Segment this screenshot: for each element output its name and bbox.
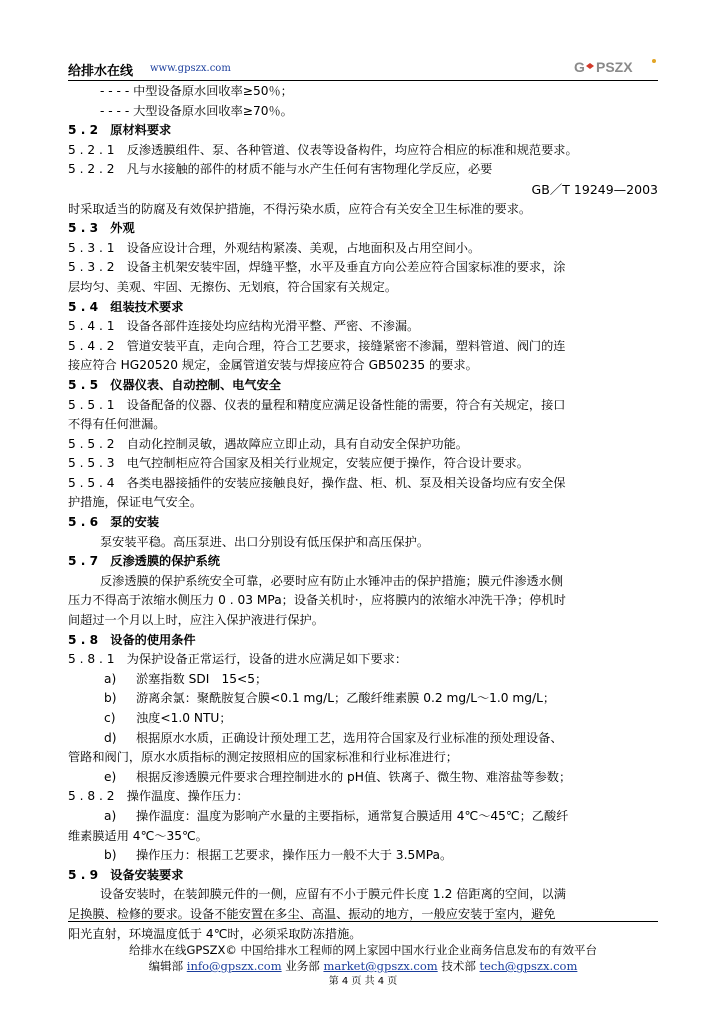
section-heading (68, 219, 658, 239)
section-heading (68, 376, 658, 396)
text-line (68, 239, 658, 259)
line-text: 设备安装时，在装卸膜元件的一侧，应留有不小于膜元件长度 1.2 倍距离的空间，以满 (100, 887, 566, 902)
page-footer (68, 942, 658, 990)
line-text: 5 . 8 . 2 操作温度、操作压力： (68, 789, 249, 804)
list-label: d) (104, 730, 117, 745)
line-text: 层均匀、美观、牢固、无擦伤、无划痕，符合国家有关规定。 (68, 279, 398, 294)
list-label: b) (104, 691, 117, 706)
line-text: 管路和阀门，原水水质指标的测定按照相应的国家标准和行业标准进行； (68, 750, 458, 765)
section-heading (68, 513, 658, 533)
standard-code (68, 180, 658, 200)
text-line (68, 435, 658, 455)
line-text: 5 . 4 . 2 管道安装平直，走向合理，符合工艺要求，接缝紧密不渗漏，塑料管道、阀门的连 (68, 338, 566, 353)
text-line (68, 709, 658, 729)
text-line (68, 572, 658, 592)
line-text: 维素膜适用 4℃～35℃。 (68, 828, 208, 843)
document-body (68, 82, 658, 944)
text-line (68, 885, 658, 905)
text-line (68, 846, 658, 866)
page-number: 第 4 页 共 4 页 (328, 976, 398, 987)
text-line (68, 396, 658, 416)
text-line (68, 807, 658, 827)
text-line (68, 768, 658, 788)
line-text: 泵安装平稳。高压泵进、出口分别设有低压保护和高压保护。 (100, 534, 430, 549)
line-text: 护措施，保证电气安全。 (68, 495, 203, 510)
line-text: 操作压力：根据工艺要求，操作压力一般不大于 3.5MPa。 (136, 848, 453, 863)
line-text: 反渗透膜的保护系统安全可靠，必要时应有防止水锤冲击的保护措施；膜元件渗透水侧 (100, 573, 564, 588)
list-label: c) (104, 711, 116, 725)
text-line (68, 493, 658, 513)
site-url[interactable]: www.gpszx.com (150, 63, 231, 74)
line-text: 压力不得高于浓缩水侧压力 0 . 03 MPa；设备关机时·，应将膜内的浓缩水冲洗干净；停机时 (68, 593, 566, 608)
line-text: 足换膜、检修的要求。设备不能安置在多尘、高温、振动的地方，一般应安装于室内，避免 (68, 906, 556, 921)
tech-label: 技术部 (441, 959, 476, 973)
line-text: 5 . 8 设备的使用条件 (68, 632, 196, 647)
text-line (68, 356, 658, 376)
gpszx-logo-icon (572, 56, 658, 78)
line-text: 接应符合 HG20520 规定，金属管道安装与焊接应符合 GB50235 的要求。 (68, 358, 478, 373)
line-text: 5 . 6 泵的安装 (68, 515, 160, 530)
line-text: GB／T 19249—2003 (531, 181, 658, 197)
text-line (68, 415, 658, 435)
text-line (68, 827, 658, 847)
line-text: 浊度<1.0 NTU； (136, 711, 232, 725)
line-text: 5 . 3 . 2 设备主机架安装牢固，焊缝平整，水平及垂直方向公差应符合国家标准的要求，涂 (68, 260, 566, 275)
header-divider (68, 80, 658, 81)
text-line (68, 650, 658, 670)
text-line (68, 729, 658, 749)
page-header (68, 56, 658, 80)
section-heading (68, 631, 658, 651)
text-line (68, 689, 658, 709)
line-text: 5 . 4 组装技术要求 (68, 299, 184, 314)
list-label: e) (104, 769, 117, 784)
text-line (68, 200, 658, 220)
line-text: 5 . 2 . 1 反渗透膜组件、泵、各种管道、仪表等设备构件，均应符合相应的标准和规范要求。 (68, 142, 578, 157)
line-text: 5 . 3 外观 (68, 221, 135, 236)
line-text: 5 . 9 设备安装要求 (68, 867, 184, 882)
section-heading (68, 121, 658, 141)
list-label: a) (104, 671, 117, 686)
line-text: 5 . 5 . 4 各类电器接插件的安装应接触良好，操作盘、柜、机、泵及相关设备均应有安全保 (68, 475, 566, 490)
text-line (68, 748, 658, 768)
text-line (68, 670, 658, 690)
text-line (68, 317, 658, 337)
line-text: 阳光直射，环境温度低于 4℃时，必须采取防冻措施。 (68, 926, 362, 941)
section-heading (68, 866, 658, 886)
line-text: 根据原水水质，正确设计预处理工艺，选用符合国家及行业标准的预处理设备、 (136, 730, 563, 745)
text-line (68, 591, 658, 611)
line-text: 5 . 4 . 1 设备各部件连接处均应结构光滑平整、严密、不渗漏。 (68, 319, 420, 334)
text-line (68, 258, 658, 278)
text-line (68, 337, 658, 357)
line-text: - - - - 中型设备原水回收率≥50％； (100, 84, 293, 98)
line-text: 5 . 2 原材料要求 (68, 123, 172, 138)
line-text: 间超过一个月以上时，应注入保护液进行保护。 (68, 613, 324, 628)
text-line (68, 82, 658, 102)
business-label: 业务部 (285, 959, 320, 973)
svg-text:PSZX: PSZX (596, 59, 633, 75)
text-line (68, 141, 658, 161)
text-line (68, 787, 658, 807)
list-label: b) (104, 848, 117, 863)
line-text: 时采取适当的防腐及有效保护措施，不得污染水质，应符合有关安全卫生标准的要求。 (68, 201, 532, 216)
line-text: - - - - 大型设备原水回收率≥70％。 (100, 103, 293, 118)
text-line (68, 160, 658, 180)
section-heading (68, 298, 658, 318)
line-text: 5 . 7 反渗透膜的保护系统 (68, 554, 220, 569)
list-label: a) (104, 808, 117, 823)
line-text: 5 . 3 . 1 设备应设计合理，外观结构紧凑、美观，占地面积及占用空间小。 (68, 240, 481, 255)
line-text: 不得有任何泄漏。 (68, 417, 166, 432)
footer-tagline: 给排水在线GPSZX© 中国给排水工程师的网上家园中国水行业企业商务信息发布的有效平台 (128, 943, 598, 957)
footer-contacts (68, 958, 658, 974)
section-heading (68, 552, 658, 572)
line-text: 根据反渗透膜元件要求合理控制进水的 pH值、铁离子、微生物、难溶盐等参数； (136, 769, 572, 784)
line-text: 5 . 5 . 1 设备配备的仪器、仪表的量程和精度应满足设备性能的需要，符合有关规定，接口 (68, 397, 566, 412)
svg-text:G: G (574, 59, 585, 75)
site-brand: 给排水在线 (68, 64, 134, 79)
text-line (68, 611, 658, 631)
line-text: 淤塞指数 SDI 15<5； (136, 671, 268, 686)
text-line (68, 102, 658, 122)
text-line (68, 533, 658, 553)
text-line (68, 278, 658, 298)
footer-divider (68, 921, 658, 922)
editor-label: 编辑部 (148, 959, 184, 973)
line-text: 5 . 5 . 2 自动化控制灵敏，遇故障应立即止动，具有自动安全保护功能。 (68, 436, 468, 451)
line-text: 5 . 2 . 2 凡与水接触的部件的材质不能与水产生任何有害物理化学反应，必要 (68, 162, 493, 177)
line-text: 5 . 5 仪器仪表、自动控制、电气安全 (68, 377, 281, 392)
business-email-link[interactable]: market@gpszx.com (323, 959, 438, 973)
line-text: 游离余氯：聚酰胺复合膜<0.1 mg/L；乙酸纤维素膜 0.2 mg/L～1.0 mg/L； (136, 691, 556, 706)
line-text: 操作温度：温度为影响产水量的主要指标，通常复合膜适用 4℃～45℃；乙酸纤 (136, 808, 569, 823)
tech-email-link[interactable]: tech@gpszx.com (479, 959, 578, 973)
line-text: 5 . 5 . 3 电气控制柜应符合国家及相关行业规定，安装应便于操作，符合设计要求。 (68, 456, 529, 471)
line-text: 5 . 8 . 1 为保护设备正常运行，设备的进水应满足如下要求： (68, 652, 408, 667)
text-line (68, 474, 658, 494)
editor-email-link[interactable]: info@gpszx.com (186, 959, 282, 973)
text-line (68, 454, 658, 474)
